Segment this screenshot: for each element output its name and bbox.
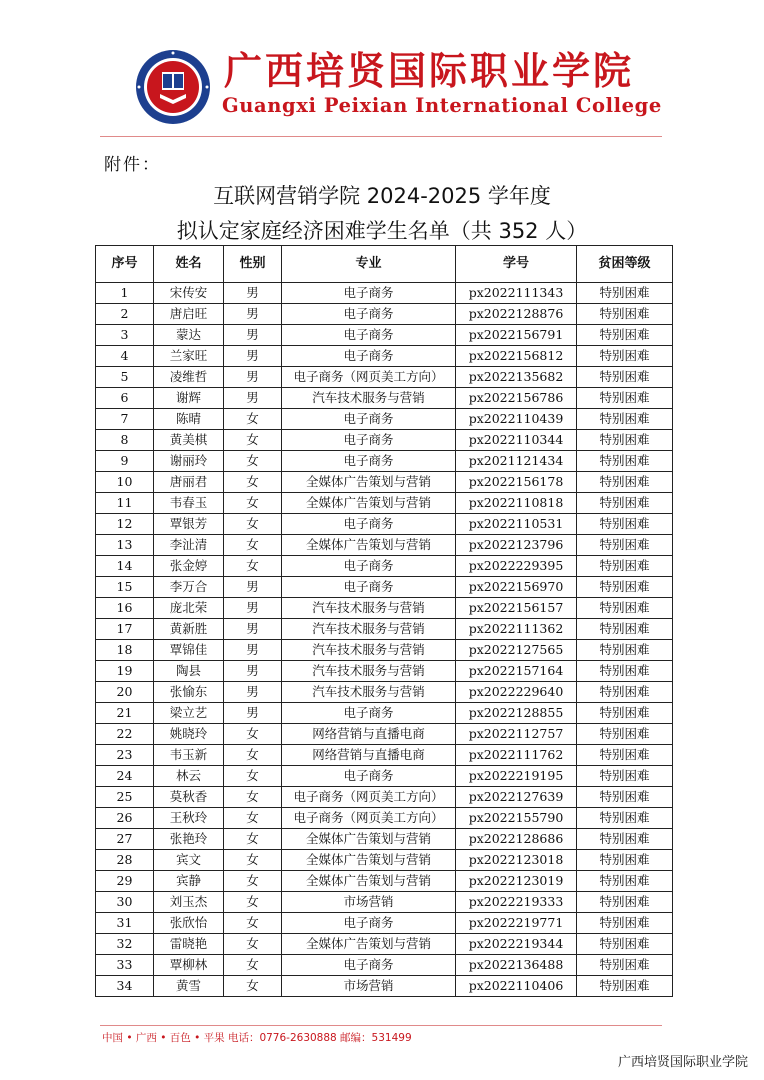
cell-student-id: px2022110531 (456, 514, 577, 535)
cell-gender: 女 (224, 976, 282, 997)
cell-gender: 女 (224, 913, 282, 934)
cell-major: 全媒体广告策划与营销 (282, 493, 456, 514)
cell-major: 全媒体广告策划与营销 (282, 829, 456, 850)
table-row (96, 724, 673, 745)
cell-student-id: px2022128876 (456, 304, 577, 325)
cell-major: 全媒体广告策划与营销 (282, 535, 456, 556)
table-row (96, 661, 673, 682)
cell-index: 9 (96, 451, 154, 472)
table-row (96, 283, 673, 304)
cell-student-id: px2022128686 (456, 829, 577, 850)
cell-index: 7 (96, 409, 154, 430)
table-row (96, 367, 673, 388)
cell-index: 30 (96, 892, 154, 913)
cell-gender: 女 (224, 871, 282, 892)
cell-poverty-level: 特别困难 (577, 451, 673, 472)
cell-gender: 男 (224, 367, 282, 388)
cell-name: 宾文 (154, 850, 224, 871)
cell-student-id: px2022127639 (456, 787, 577, 808)
cell-poverty-level: 特别困难 (577, 388, 673, 409)
cell-poverty-level: 特别困难 (577, 871, 673, 892)
table-row (96, 829, 673, 850)
cell-student-id: px2022123796 (456, 535, 577, 556)
cell-major: 全媒体广告策划与营销 (282, 934, 456, 955)
cell-poverty-level: 特别困难 (577, 325, 673, 346)
footer-contact: 中国 • 广西 • 百色 • 平果 电话：0776-2630888 邮编：531499 (102, 1032, 412, 1044)
cell-poverty-level: 特别困难 (577, 283, 673, 304)
cell-major: 市场营销 (282, 976, 456, 997)
cell-name: 凌维哲 (154, 367, 224, 388)
table-row (96, 304, 673, 325)
cell-name: 宾静 (154, 871, 224, 892)
cell-index: 21 (96, 703, 154, 724)
cell-student-id: px2022156970 (456, 577, 577, 598)
cell-major: 电子商务 (282, 430, 456, 451)
table-row (96, 556, 673, 577)
corner-college-label: 广西培贤国际职业学院 (617, 1055, 748, 1070)
table-row (96, 388, 673, 409)
cell-poverty-level: 特别困难 (577, 892, 673, 913)
cell-index: 24 (96, 766, 154, 787)
cell-gender: 女 (224, 955, 282, 976)
cell-poverty-level: 特别困难 (577, 682, 673, 703)
cell-index: 1 (96, 283, 154, 304)
table-row (96, 535, 673, 556)
cell-major: 电子商务（网页美工方向） (282, 367, 456, 388)
cell-student-id: px2022157164 (456, 661, 577, 682)
cell-index: 10 (96, 472, 154, 493)
cell-poverty-level: 特别困难 (577, 850, 673, 871)
cell-gender: 女 (224, 451, 282, 472)
cell-name: 黄雪 (154, 976, 224, 997)
cell-poverty-level: 特别困难 (577, 535, 673, 556)
cell-gender: 男 (224, 640, 282, 661)
table-row (96, 850, 673, 871)
cell-gender: 女 (224, 850, 282, 871)
column-header-gender: 性别 (224, 246, 282, 283)
cell-major: 市场营销 (282, 892, 456, 913)
cell-index: 20 (96, 682, 154, 703)
cell-name: 王秋玲 (154, 808, 224, 829)
cell-student-id: px2022229395 (456, 556, 577, 577)
cell-name: 覃锦佳 (154, 640, 224, 661)
cell-poverty-level: 特别困难 (577, 640, 673, 661)
cell-poverty-level: 特别困难 (577, 913, 673, 934)
cell-major: 汽车技术服务与营销 (282, 619, 456, 640)
cell-major: 电子商务 (282, 409, 456, 430)
cell-index: 16 (96, 598, 154, 619)
cell-name: 张愉东 (154, 682, 224, 703)
cell-poverty-level: 特别困难 (577, 472, 673, 493)
cell-poverty-level: 特别困难 (577, 430, 673, 451)
cell-name: 姚晓玲 (154, 724, 224, 745)
cell-major: 电子商务 (282, 577, 456, 598)
table-row (96, 451, 673, 472)
cell-gender: 女 (224, 556, 282, 577)
table-row (96, 787, 673, 808)
cell-poverty-level: 特别困难 (577, 346, 673, 367)
cell-name: 谢丽玲 (154, 451, 224, 472)
table-row (96, 493, 673, 514)
cell-major: 电子商务 (282, 346, 456, 367)
cell-student-id: px2022156786 (456, 388, 577, 409)
column-header-poverty-level: 贫困等级 (577, 246, 673, 283)
cell-gender: 男 (224, 388, 282, 409)
cell-index: 34 (96, 976, 154, 997)
cell-major: 电子商务 (282, 766, 456, 787)
cell-name: 覃柳林 (154, 955, 224, 976)
cell-student-id: px2022128855 (456, 703, 577, 724)
cell-name: 陶县 (154, 661, 224, 682)
cell-name: 梁立艺 (154, 703, 224, 724)
cell-student-id: px2022156157 (456, 598, 577, 619)
cell-poverty-level: 特别困难 (577, 703, 673, 724)
cell-major: 电子商务 (282, 514, 456, 535)
cell-index: 14 (96, 556, 154, 577)
cell-major: 网络营销与直播电商 (282, 724, 456, 745)
cell-name: 黄新胜 (154, 619, 224, 640)
document-title-line2: 拟认定家庭经济困难学生名单（共 352 人） (176, 219, 588, 243)
table-row (96, 682, 673, 703)
cell-name: 陈晴 (154, 409, 224, 430)
cell-name: 刘玉杰 (154, 892, 224, 913)
table-row (96, 703, 673, 724)
cell-major: 汽车技术服务与营销 (282, 661, 456, 682)
cell-index: 2 (96, 304, 154, 325)
cell-name: 张欣怡 (154, 913, 224, 934)
cell-poverty-level: 特别困难 (577, 829, 673, 850)
cell-major: 全媒体广告策划与营销 (282, 871, 456, 892)
cell-name: 李万合 (154, 577, 224, 598)
cell-major: 电子商务 (282, 451, 456, 472)
cell-gender: 男 (224, 283, 282, 304)
cell-index: 13 (96, 535, 154, 556)
cell-name: 唐启旺 (154, 304, 224, 325)
cell-gender: 男 (224, 598, 282, 619)
cell-poverty-level: 特别困难 (577, 577, 673, 598)
cell-index: 8 (96, 430, 154, 451)
cell-student-id: px2022219771 (456, 913, 577, 934)
cell-major: 电子商务（网页美工方向） (282, 787, 456, 808)
cell-name: 宋传安 (154, 283, 224, 304)
cell-gender: 男 (224, 682, 282, 703)
table-row (96, 619, 673, 640)
cell-major: 电子商务（网页美工方向） (282, 808, 456, 829)
cell-index: 18 (96, 640, 154, 661)
cell-gender: 男 (224, 304, 282, 325)
cell-poverty-level: 特别困难 (577, 934, 673, 955)
cell-index: 26 (96, 808, 154, 829)
footer-divider (100, 1025, 662, 1026)
cell-major: 网络营销与直播电商 (282, 745, 456, 766)
attachment-label: 附件： (104, 155, 161, 175)
cell-index: 15 (96, 577, 154, 598)
cell-name: 林云 (154, 766, 224, 787)
cell-student-id: px2022229640 (456, 682, 577, 703)
cell-index: 6 (96, 388, 154, 409)
table-row (96, 892, 673, 913)
cell-student-id: px2022219344 (456, 934, 577, 955)
cell-gender: 女 (224, 745, 282, 766)
cell-name: 黄美棋 (154, 430, 224, 451)
cell-major: 电子商务 (282, 703, 456, 724)
table-header-row (96, 246, 673, 283)
cell-poverty-level: 特别困难 (577, 304, 673, 325)
cell-major: 汽车技术服务与营销 (282, 640, 456, 661)
cell-poverty-level: 特别困难 (577, 955, 673, 976)
cell-poverty-level: 特别困难 (577, 493, 673, 514)
cell-poverty-level: 特别困难 (577, 619, 673, 640)
cell-poverty-level: 特别困难 (577, 766, 673, 787)
cell-student-id: px2022156791 (456, 325, 577, 346)
student-list-table (95, 245, 673, 997)
cell-student-id: px2022112757 (456, 724, 577, 745)
table-row (96, 640, 673, 661)
cell-major: 电子商务 (282, 556, 456, 577)
cell-index: 17 (96, 619, 154, 640)
cell-gender: 男 (224, 325, 282, 346)
cell-gender: 女 (224, 514, 282, 535)
cell-name: 兰家旺 (154, 346, 224, 367)
table-row (96, 871, 673, 892)
table-row (96, 472, 673, 493)
cell-gender: 女 (224, 493, 282, 514)
cell-name: 谢辉 (154, 388, 224, 409)
cell-student-id: px2022219333 (456, 892, 577, 913)
cell-student-id: px2022123018 (456, 850, 577, 871)
cell-gender: 女 (224, 787, 282, 808)
cell-index: 32 (96, 934, 154, 955)
cell-gender: 女 (224, 766, 282, 787)
cell-major: 汽车技术服务与营销 (282, 598, 456, 619)
table-row (96, 913, 673, 934)
cell-student-id: px2022156178 (456, 472, 577, 493)
table-row (96, 577, 673, 598)
college-logo (134, 48, 212, 126)
header-divider (100, 136, 662, 137)
cell-student-id: px2022123019 (456, 871, 577, 892)
table-row (96, 346, 673, 367)
cell-index: 5 (96, 367, 154, 388)
cell-student-id: px2021121434 (456, 451, 577, 472)
cell-poverty-level: 特别困难 (577, 661, 673, 682)
college-english-name: Guangxi Peixian International College (222, 94, 662, 117)
cell-index: 28 (96, 850, 154, 871)
table-row (96, 409, 673, 430)
cell-student-id: px2022110344 (456, 430, 577, 451)
cell-index: 27 (96, 829, 154, 850)
table-row (96, 955, 673, 976)
cell-index: 25 (96, 787, 154, 808)
cell-index: 31 (96, 913, 154, 934)
cell-index: 4 (96, 346, 154, 367)
column-header-major: 专业 (282, 246, 456, 283)
cell-index: 11 (96, 493, 154, 514)
cell-major: 全媒体广告策划与营销 (282, 472, 456, 493)
cell-major: 电子商务 (282, 304, 456, 325)
cell-student-id: px2022111362 (456, 619, 577, 640)
cell-major: 电子商务 (282, 955, 456, 976)
cell-student-id: px2022155790 (456, 808, 577, 829)
cell-index: 23 (96, 745, 154, 766)
cell-student-id: px2022156812 (456, 346, 577, 367)
cell-name: 张艳玲 (154, 829, 224, 850)
table-row (96, 598, 673, 619)
cell-index: 22 (96, 724, 154, 745)
column-header-name: 姓名 (154, 246, 224, 283)
cell-name: 李沚清 (154, 535, 224, 556)
cell-index: 33 (96, 955, 154, 976)
document-title-line1: 互联网营销学院 2024-2025 学年度 (213, 184, 551, 208)
cell-index: 3 (96, 325, 154, 346)
column-header-index: 序号 (96, 246, 154, 283)
cell-gender: 女 (224, 430, 282, 451)
cell-poverty-level: 特别困难 (577, 556, 673, 577)
cell-index: 29 (96, 871, 154, 892)
cell-student-id: px2022135682 (456, 367, 577, 388)
cell-poverty-level: 特别困难 (577, 598, 673, 619)
cell-gender: 男 (224, 661, 282, 682)
table-row (96, 766, 673, 787)
cell-student-id: px2022219195 (456, 766, 577, 787)
cell-major: 汽车技术服务与营销 (282, 388, 456, 409)
cell-major: 电子商务 (282, 913, 456, 934)
college-chinese-name: 广西培贤国际职业学院 (224, 48, 635, 93)
table-row (96, 430, 673, 451)
cell-gender: 女 (224, 808, 282, 829)
cell-poverty-level: 特别困难 (577, 367, 673, 388)
table-row (96, 745, 673, 766)
cell-major: 电子商务 (282, 283, 456, 304)
table-row (96, 325, 673, 346)
cell-major: 全媒体广告策划与营销 (282, 850, 456, 871)
cell-name: 韦春玉 (154, 493, 224, 514)
cell-gender: 女 (224, 724, 282, 745)
cell-gender: 男 (224, 703, 282, 724)
cell-name: 雷晓艳 (154, 934, 224, 955)
cell-poverty-level: 特别困难 (577, 808, 673, 829)
cell-gender: 男 (224, 346, 282, 367)
table-row (96, 934, 673, 955)
cell-student-id: px2022111762 (456, 745, 577, 766)
cell-student-id: px2022111343 (456, 283, 577, 304)
cell-gender: 女 (224, 829, 282, 850)
cell-name: 莫秋香 (154, 787, 224, 808)
cell-gender: 女 (224, 535, 282, 556)
cell-name: 蒙达 (154, 325, 224, 346)
table-row (96, 514, 673, 535)
cell-major: 电子商务 (282, 325, 456, 346)
cell-gender: 男 (224, 619, 282, 640)
cell-name: 唐丽君 (154, 472, 224, 493)
cell-poverty-level: 特别困难 (577, 745, 673, 766)
cell-name: 覃银芳 (154, 514, 224, 535)
cell-student-id: px2022110439 (456, 409, 577, 430)
cell-name: 张金婷 (154, 556, 224, 577)
table-row (96, 976, 673, 997)
cell-name: 韦玉新 (154, 745, 224, 766)
cell-gender: 女 (224, 472, 282, 493)
cell-index: 19 (96, 661, 154, 682)
cell-poverty-level: 特别困难 (577, 409, 673, 430)
table-row (96, 808, 673, 829)
cell-name: 庞北荣 (154, 598, 224, 619)
cell-student-id: px2022136488 (456, 955, 577, 976)
cell-student-id: px2022127565 (456, 640, 577, 661)
cell-index: 12 (96, 514, 154, 535)
column-header-student-id: 学号 (456, 246, 577, 283)
cell-poverty-level: 特别困难 (577, 976, 673, 997)
cell-gender: 女 (224, 892, 282, 913)
cell-major: 汽车技术服务与营销 (282, 682, 456, 703)
cell-student-id: px2022110406 (456, 976, 577, 997)
cell-student-id: px2022110818 (456, 493, 577, 514)
cell-poverty-level: 特别困难 (577, 787, 673, 808)
cell-poverty-level: 特别困难 (577, 724, 673, 745)
cell-gender: 女 (224, 409, 282, 430)
cell-gender: 女 (224, 934, 282, 955)
cell-gender: 男 (224, 577, 282, 598)
cell-poverty-level: 特别困难 (577, 514, 673, 535)
